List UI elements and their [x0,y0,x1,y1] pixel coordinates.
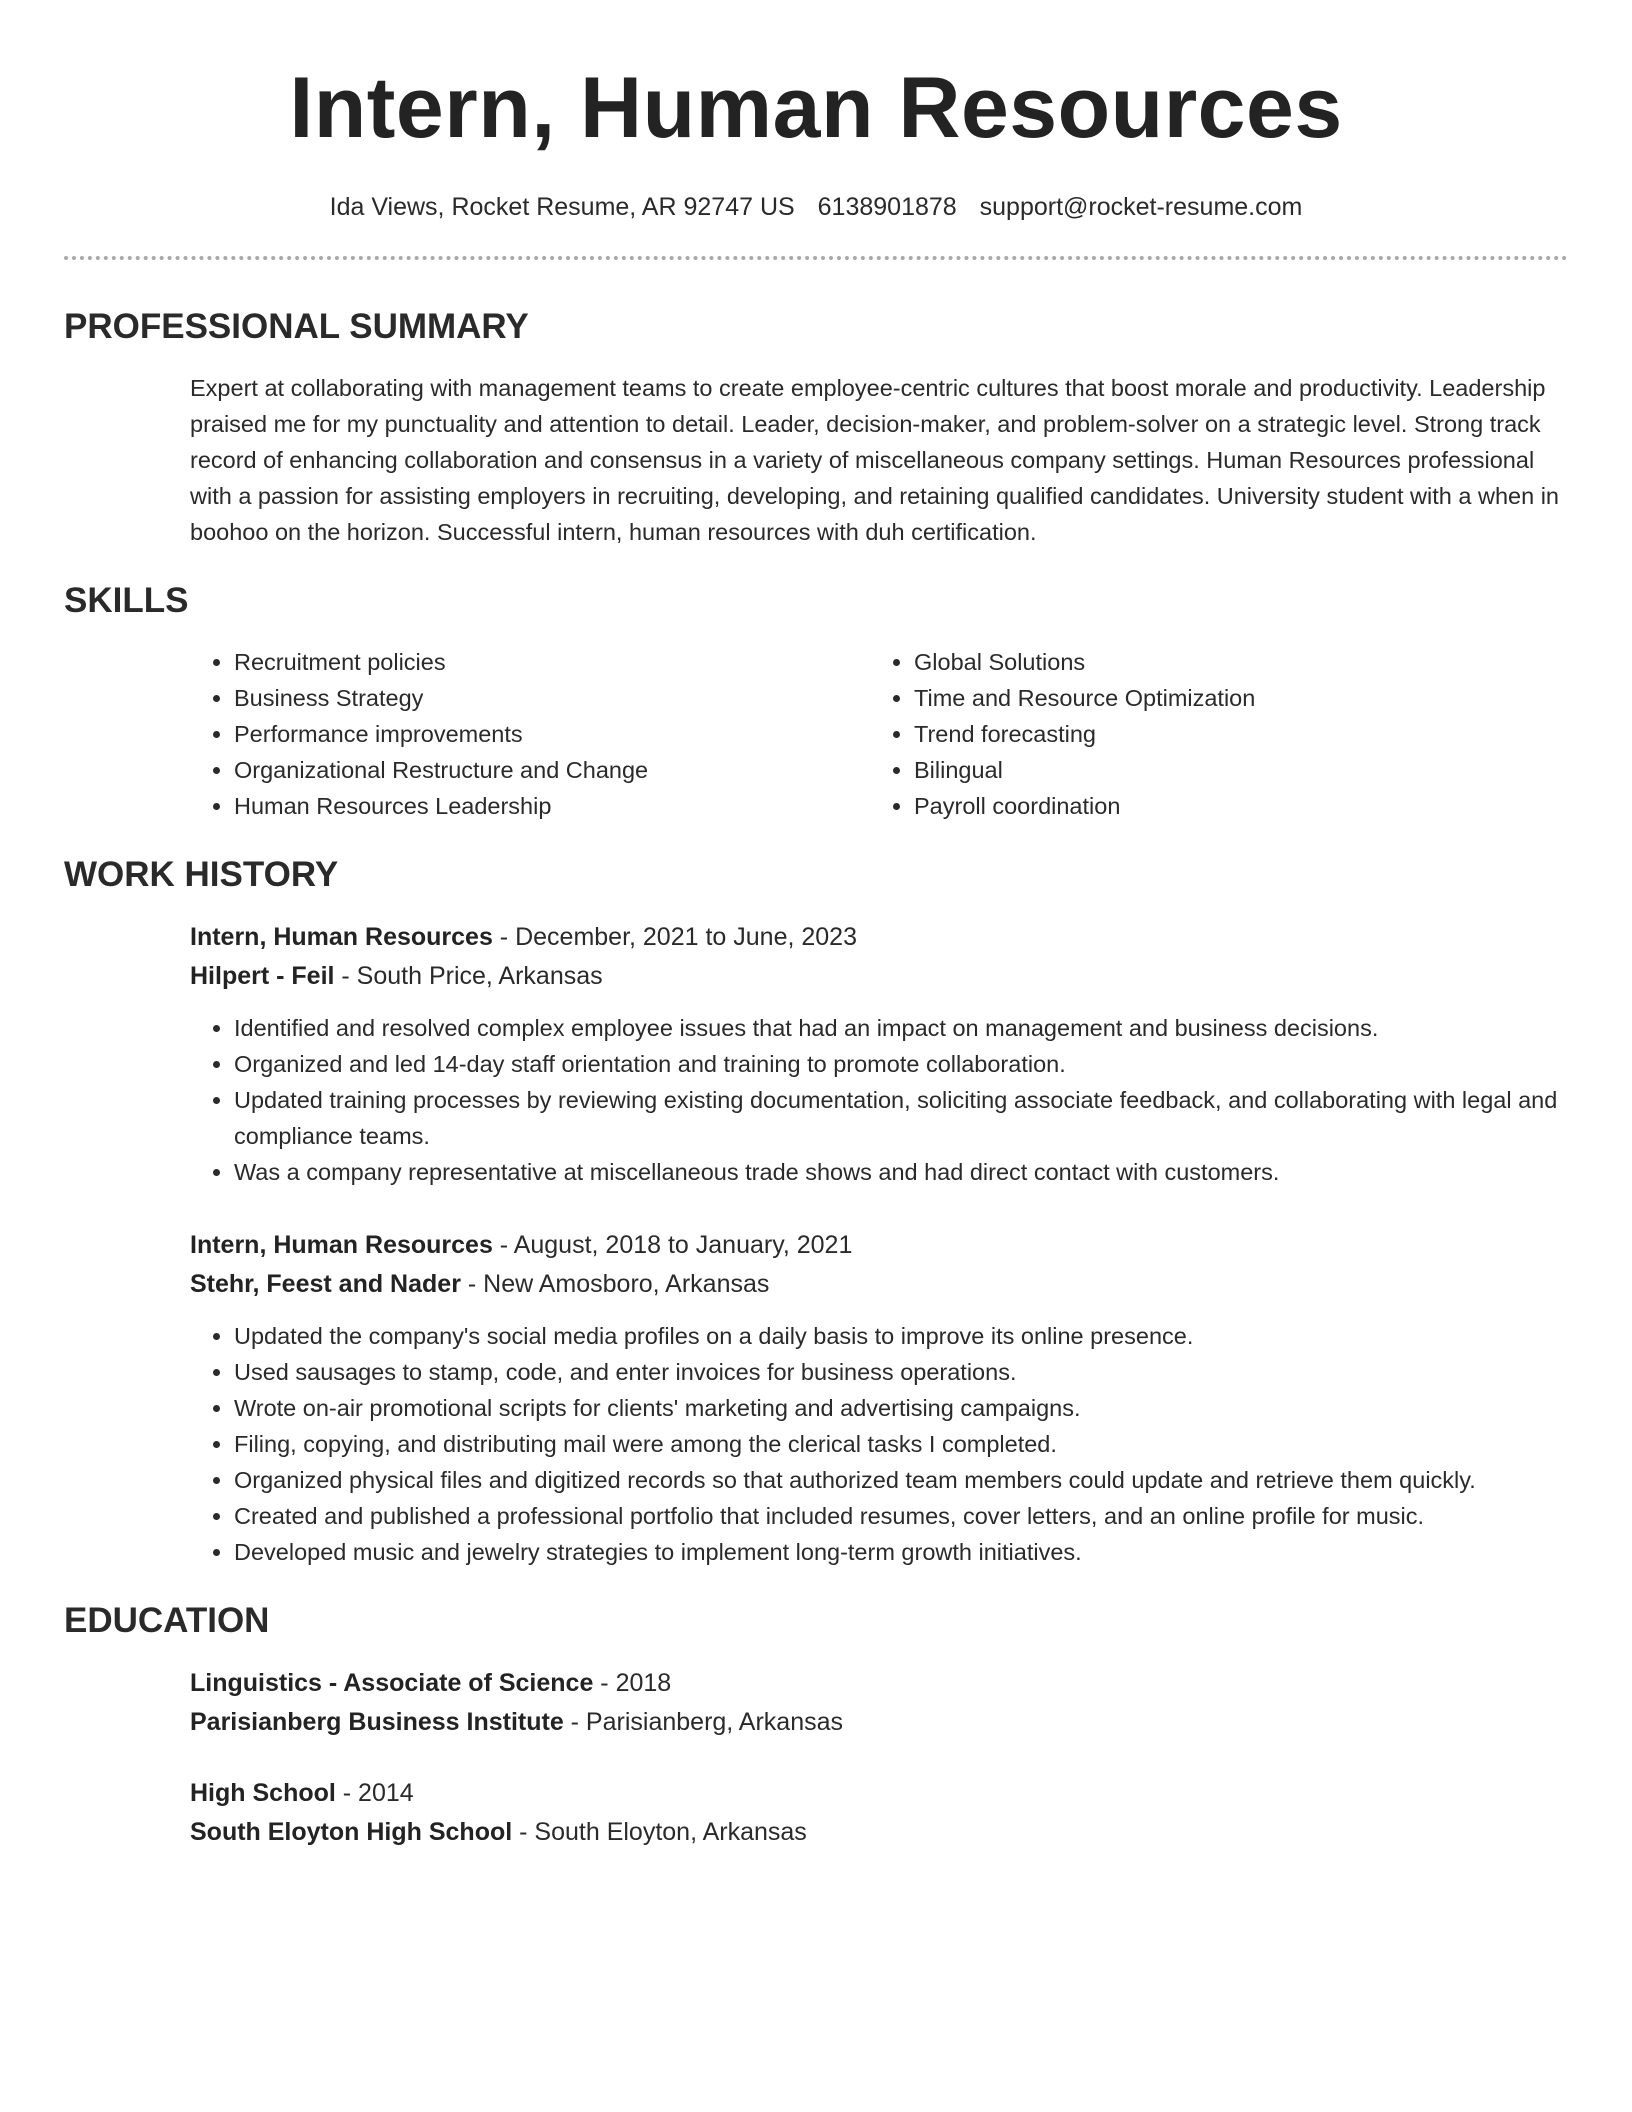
job-location: - South Price, Arkansas [334,962,603,990]
education-degree: High School [190,1779,336,1807]
skills-list-left [190,644,870,824]
education-section [64,1664,1568,1852]
job-bullet: • Identified and resolved complex employee issues that had an impact on management and business decisions. [234,1010,1568,1046]
job-company: Stehr, Feest and Nader [190,1270,461,1298]
skill-item: • Trend forecasting [914,716,1568,752]
job-bullets [190,1010,1568,1190]
job-bullet: • Wrote on-air promotional scripts for clients' marketing and advertising campaigns. [234,1390,1568,1426]
skills-heading: SKILLS [64,581,189,620]
education-school-line [190,1813,1568,1852]
education-degree-line [190,1664,1568,1703]
resume-name: Intern, Human Resources [289,60,1343,156]
job-bullet: • Filing, copying, and distributing mail were among the clerical tasks I completed. [234,1426,1568,1462]
skill-item: • Time and Resource Optimization [914,680,1568,716]
job-role: Intern, Human Resources [190,923,493,951]
skills-section [64,644,1568,824]
job-dates: - December, 2021 to June, 2023 [492,923,857,951]
education-degree: Linguistics - Associate of Science [190,1669,594,1697]
summary-text: Expert at collaborating with management teams to create employee-centric cultures that boost morale and productivity. Leadership praised me for my punctuality and attention to detail. Leader, decision-maker, and problem-solver on a strategic level. Strong track record of enhancing collaboration and consensus in a variety of miscellaneous company settings. Human Resources professional with a passion for assisting employers in recruiting, developing, and retaining qualified candidates. University student with a when in boohoo on the horizon. Successful intern, human resources with duh certification. [190,375,1559,545]
job-location: - New Amosboro, Arkansas [460,1270,770,1298]
job-company-line [190,1265,1568,1304]
education-location: - Parisianberg, Arkansas [563,1708,844,1736]
skills-list-right [870,644,1568,824]
education-location: - South Eloyton, Arkansas [512,1818,807,1846]
education-heading: EDUCATION [64,1601,270,1640]
contact-phone: 6138901878 [817,193,957,221]
job-role: Intern, Human Resources [190,1231,493,1259]
skill-item: • Business Strategy [234,680,870,716]
job-bullet: • Used sausages to stamp, code, and enter invoices for business operations. [234,1354,1568,1390]
education-school: Parisianberg Business Institute [190,1708,564,1736]
contact-email: support@rocket-resume.com [979,193,1303,221]
job-bullet: • Created and published a professional portfolio that included resumes, cover letters, and an online profile for music. [234,1498,1568,1534]
skill-item: • Human Resources Leadership [234,788,870,824]
job-bullet: • Organized and led 14-day staff orientation and training to promote collaboration. [234,1046,1568,1082]
job-bullet: • Developed music and jewelry strategies to implement long-term growth initiatives. [234,1534,1568,1570]
job-bullet: • Was a company representative at miscellaneous trade shows and had direct contact with customers. [234,1154,1568,1190]
work-heading: WORK HISTORY [64,855,339,894]
skill-item: • Global Solutions [914,644,1568,680]
education-year: - 2018 [593,1669,672,1697]
work-section [64,918,1568,1570]
summary-heading: PROFESSIONAL SUMMARY [64,307,529,346]
job-company: Hilpert - Feil [190,962,335,990]
contact-line [64,192,1568,222]
skill-item: • Performance improvements [234,716,870,752]
header-divider [64,256,1568,260]
job-bullet: • Updated the company's social media profiles on a daily basis to improve its online presence. [234,1318,1568,1354]
skill-item: • Organizational Restructure and Change [234,752,870,788]
job-entry [190,918,1568,1190]
education-entry [190,1664,1568,1742]
education-school-line [190,1703,1568,1742]
job-bullet: • Organized physical files and digitized records so that authorized team members could update and retrieve them quickly. [234,1462,1568,1498]
contact-address: Ida Views, Rocket Resume, AR 92747 US [329,193,795,221]
job-company-line [190,957,1568,996]
skill-item: • Bilingual [914,752,1568,788]
education-entry [190,1774,1568,1852]
skill-item: • Payroll coordination [914,788,1568,824]
skill-item: • Recruitment policies [234,644,870,680]
education-school: South Eloyton High School [190,1818,513,1846]
job-title-line [190,918,1568,957]
education-degree-line [190,1774,1568,1813]
summary-section [64,370,1568,550]
job-bullets [190,1318,1568,1570]
job-bullet: • Updated training processes by reviewing existing documentation, soliciting associate feedback, and collaborating with legal and compliance teams. [234,1082,1568,1154]
job-title-line [190,1226,1568,1265]
job-dates: - August, 2018 to January, 2021 [492,1231,853,1259]
education-year: - 2014 [335,1779,414,1807]
skills-grid [190,644,1568,824]
job-entry [190,1226,1568,1570]
